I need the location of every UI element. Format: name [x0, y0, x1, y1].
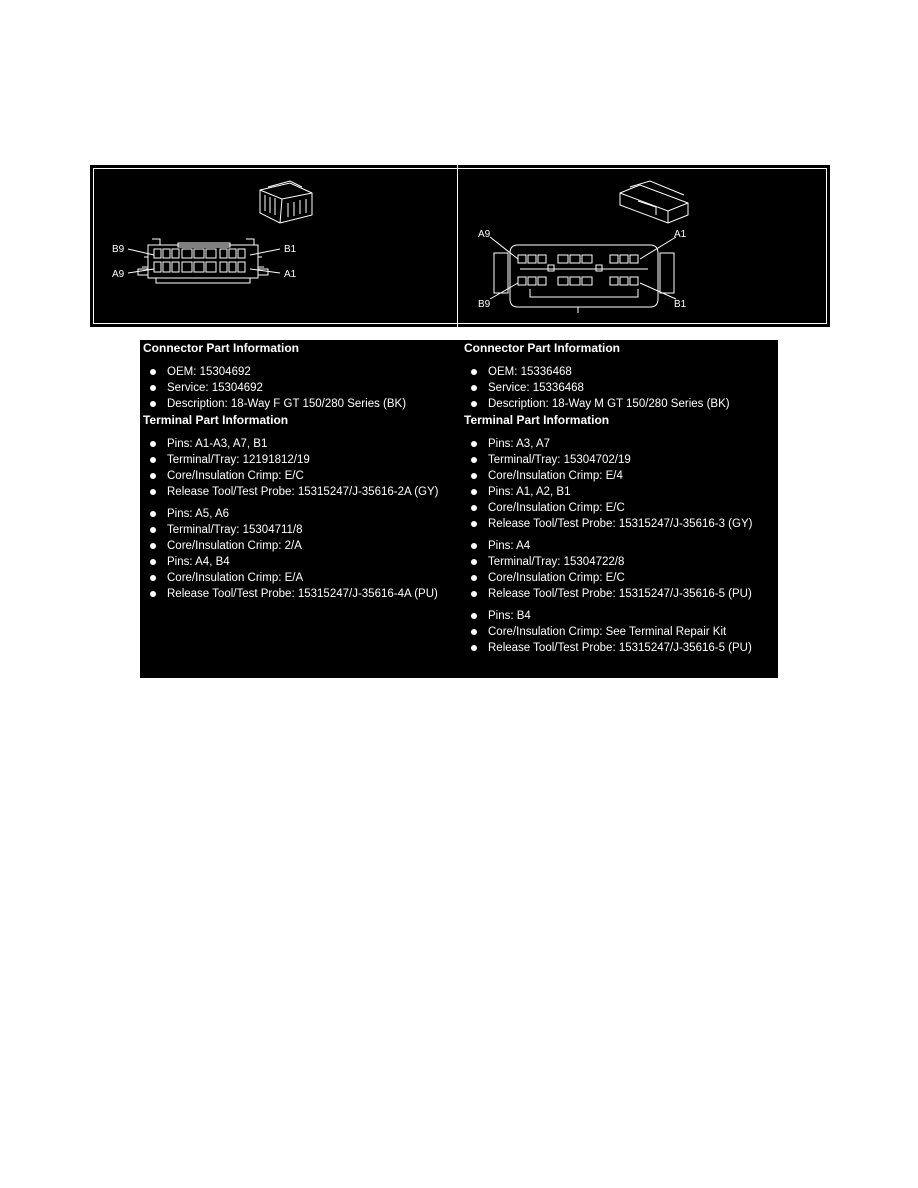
list-item: Core/Insulation Crimp: E/A: [143, 570, 461, 586]
list-item: Release Tool/Test Probe: 15315247/J-35616-5 (PU): [464, 640, 776, 656]
terminal-list-1: [464, 436, 776, 532]
right-column: [464, 340, 776, 656]
label-b1-left: B1: [284, 244, 297, 255]
bullet-icon: [471, 441, 477, 447]
list-item: Core/Insulation Crimp: E/4: [464, 468, 776, 484]
list-item: Terminal/Tray: 15304702/19: [464, 452, 776, 468]
list-item: Release Tool/Test Probe: 15315247/J-35616-5 (PU): [464, 586, 776, 602]
bullet-icon: [471, 385, 477, 391]
list-item: Pins: A3, A7: [464, 436, 776, 452]
bullet-icon: [150, 543, 156, 549]
label-b9-left: B9: [112, 244, 125, 255]
list-item: OEM: 15304692: [143, 364, 461, 380]
bullet-icon: [150, 511, 156, 517]
list-item: Pins: A5, A6: [143, 506, 461, 522]
list-item: Release Tool/Test Probe: 15315247/J-35616-2A (GY): [143, 484, 461, 500]
connector-illustration: [90, 165, 830, 327]
list-item: Service: 15336468: [464, 380, 776, 396]
terminal-list-2: [143, 506, 461, 602]
bullet-icon: [150, 559, 156, 565]
list-item: Release Tool/Test Probe: 15315247/J-35616-4A (PU): [143, 586, 461, 602]
bullet-icon: [150, 385, 156, 391]
terminal-list-2: [464, 538, 776, 602]
bullet-icon: [150, 441, 156, 447]
connector-drawings: [90, 165, 830, 327]
terminal-heading: Terminal Part Information: [464, 413, 610, 427]
bullet-icon: [471, 369, 477, 375]
bullet-icon: [471, 591, 477, 597]
list-item: OEM: 15336468: [464, 364, 776, 380]
part-information-table: [140, 340, 778, 678]
bullet-icon: [150, 575, 156, 581]
female-connector-face: [128, 239, 280, 283]
label-a9-left: A9: [112, 269, 125, 280]
label-b9-right: B9: [478, 299, 491, 310]
list-item: Terminal/Tray: 15304722/8: [464, 554, 776, 570]
label-a9-right: A9: [478, 229, 491, 240]
list-item: Terminal/Tray: 12191812/19: [143, 452, 461, 468]
list-item: Description: 18-Way M GT 150/280 Series (BK): [464, 396, 776, 412]
bullet-icon: [471, 505, 477, 511]
label-b1-right: B1: [674, 299, 687, 310]
bullet-icon: [150, 591, 156, 597]
list-item: Pins: A1, A2, B1: [464, 484, 776, 500]
list-item: Pins: A4: [464, 538, 776, 554]
list-item: Service: 15304692: [143, 380, 461, 396]
bullet-icon: [471, 457, 477, 463]
male-connector-face: [490, 237, 676, 313]
connector-list: [143, 364, 461, 412]
list-item: Release Tool/Test Probe: 15315247/J-35616-3 (GY): [464, 516, 776, 532]
bullet-icon: [150, 489, 156, 495]
bullet-icon: [471, 521, 477, 527]
bullet-icon: [471, 575, 477, 581]
left-column: [143, 340, 461, 602]
bullet-icon: [471, 401, 477, 407]
list-item: Description: 18-Way F GT 150/280 Series (BK): [143, 396, 461, 412]
bullet-icon: [150, 369, 156, 375]
list-item: Core/Insulation Crimp: E/C: [464, 570, 776, 586]
label-a1-right: A1: [674, 229, 687, 240]
bullet-icon: [150, 473, 156, 479]
bullet-icon: [471, 645, 477, 651]
list-item: Core/Insulation Crimp: E/C: [143, 468, 461, 484]
bullet-icon: [471, 489, 477, 495]
bullet-icon: [150, 457, 156, 463]
terminal-heading: Terminal Part Information: [143, 413, 289, 427]
female-connector-3d-icon: [260, 181, 312, 223]
label-a1-left: A1: [284, 269, 297, 280]
bullet-icon: [471, 559, 477, 565]
list-item: Core/Insulation Crimp: 2/A: [143, 538, 461, 554]
list-item: Pins: A4, B4: [143, 554, 461, 570]
bullet-icon: [471, 473, 477, 479]
male-connector-3d-icon: [620, 181, 688, 223]
connector-heading: Connector Part Information: [143, 341, 300, 355]
connector-list: [464, 364, 776, 412]
list-item: Pins: B4: [464, 608, 776, 624]
bullet-icon: [471, 629, 477, 635]
bullet-icon: [471, 543, 477, 549]
list-item: Pins: A1-A3, A7, B1: [143, 436, 461, 452]
bullet-icon: [471, 613, 477, 619]
bullet-icon: [150, 401, 156, 407]
list-item: Core/Insulation Crimp: See Terminal Repair Kit: [464, 624, 776, 640]
connector-heading: Connector Part Information: [464, 341, 621, 355]
terminal-list-1: [143, 436, 461, 500]
list-item: Terminal/Tray: 15304711/8: [143, 522, 461, 538]
list-item: Core/Insulation Crimp: E/C: [464, 500, 776, 516]
terminal-list-3: [464, 608, 776, 656]
bullet-icon: [150, 527, 156, 533]
